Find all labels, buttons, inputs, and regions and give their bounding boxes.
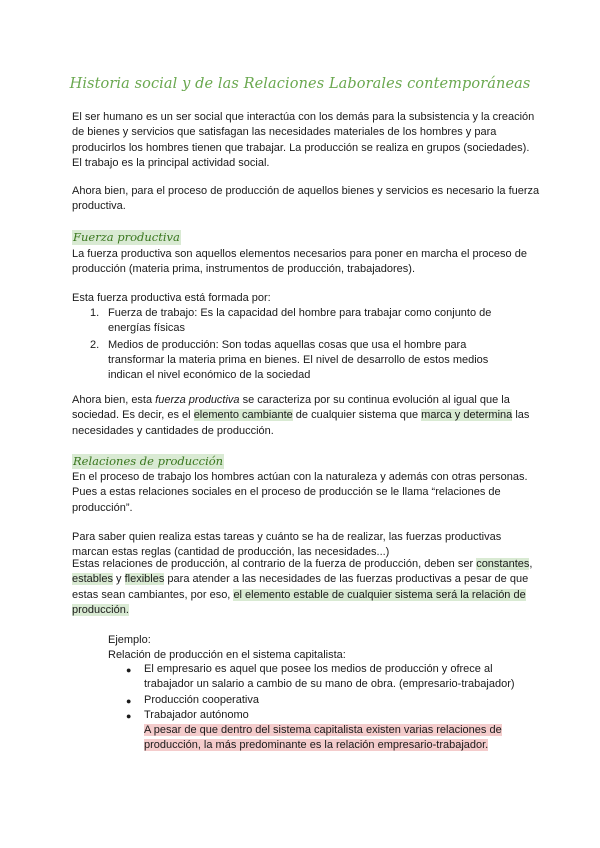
highlight-text: elemento cambiante	[193, 409, 293, 422]
text-run: las necesidades y cantidades de producción.	[72, 409, 530, 437]
text-run: para atender a las necesidades de las fuerzas productivas a pesar de que estas sean cambiantes, por eso,	[72, 573, 529, 601]
section2-paragraph-1: En el proceso de trabajo los hombres actúan con la naturaleza y además con otras personas. Pues a estas relaciones sociales en el proceso de producción se le llama “relaciones de producción”.	[72, 471, 528, 514]
section-heading-fuerza-productiva: Fuerza productiva	[73, 230, 180, 244]
bullet-icon: ●	[126, 695, 132, 706]
intro-paragraph-1: El ser humano es un ser social que interactúa con los demás para la subsistencia y la creación de bienes y servicios que satisfagan las necesidades materiales de los hombres y para producirlos los hombres tienen que trabajar. La producción se realiza en grupos (sociedades). El trabajo es la principal actividad social.	[72, 111, 535, 169]
list-item	[90, 338, 512, 384]
list-item-text: Fuerza de trabajo: Es la capacidad del hombre para trabajar como conjunto de energías físicas	[108, 307, 492, 335]
text-run: Estas relaciones de producción, al contrario de la fuerza de producción, deben ser	[72, 558, 477, 570]
list-item	[126, 708, 524, 723]
list-note	[144, 723, 524, 754]
list-item	[126, 662, 524, 693]
list-item-text: El empresario es aquel que posee los medios de producción y ofrece al trabajador un salario a cambio de su mano de obra. (empresario-trabajador)	[144, 663, 515, 691]
section2-paragraph-3	[72, 557, 540, 618]
emphasis-text: fuerza productiva	[155, 394, 240, 406]
text-run: ,	[529, 558, 533, 570]
numbered-list	[90, 306, 512, 383]
highlight-text: el elemento estable de cualquier sistema será la relación de producción.	[72, 588, 526, 616]
list-item-text: Producción cooperativa	[144, 693, 259, 706]
text-run: se caracteriza por su continua evolución al igual que la sociedad. Es decir, es el	[72, 394, 510, 422]
highlight-text: constantes	[476, 558, 530, 570]
example-title: Relación de producción en el sistema capitalista:	[108, 649, 346, 661]
section1-paragraph-1: La fuerza productiva son aquellos elementos necesarios para poner en marcha el proceso de producción (materia prima, instrumentos de producción, trabajadores).	[72, 248, 527, 276]
list-item	[90, 306, 512, 337]
list-item-text: Trabajador autónomo	[144, 708, 249, 721]
list-number: 1.	[90, 307, 100, 319]
document-title: Historia social y de las Relaciones Laborales contemporáneas	[69, 76, 531, 92]
section-heading-relaciones-de-produccion: Relaciones de producción	[73, 454, 224, 468]
text-run: Ahora bien, esta	[72, 394, 156, 406]
text-run: y	[112, 573, 125, 586]
list-item	[126, 693, 524, 708]
highlight-text: flexibles	[124, 573, 165, 586]
section2-paragraph-2: Para saber quien realiza estas tareas y cuánto se ha de realizar, las fuerzas productivas marcan estas reglas (cantidad de producción, las necesidades...)	[72, 531, 502, 559]
example-label: Ejemplo:	[108, 634, 151, 646]
text-run: de cualquier sistema que	[292, 409, 422, 422]
highlight-text: marca y determina	[421, 409, 513, 422]
bullet-list	[126, 662, 524, 754]
section1-paragraph-2: Esta fuerza productiva está formada por:	[72, 292, 271, 304]
bullet-icon: ●	[126, 665, 132, 675]
bullet-icon: ●	[126, 710, 132, 721]
intro-paragraph-2: Ahora bien, para el proceso de producción de aquellos bienes y servicios es necesario la fuerza productiva.	[72, 185, 540, 213]
highlight-text: estables	[72, 573, 113, 586]
list-number: 2.	[90, 338, 100, 351]
list-item-text: Medios de producción: Son todas aquellas cosas que usa el hombre para transformar la materia prima en bienes. El nivel de desarrollo de estos medios indican el nivel económico de la sociedad	[108, 338, 489, 382]
section1-paragraph-3	[72, 393, 540, 439]
highlight-note: A pesar de que dentro del sistema capitalista existen varias relaciones de producción, la más predominante es la relación empresario-trabajador.	[144, 724, 502, 752]
